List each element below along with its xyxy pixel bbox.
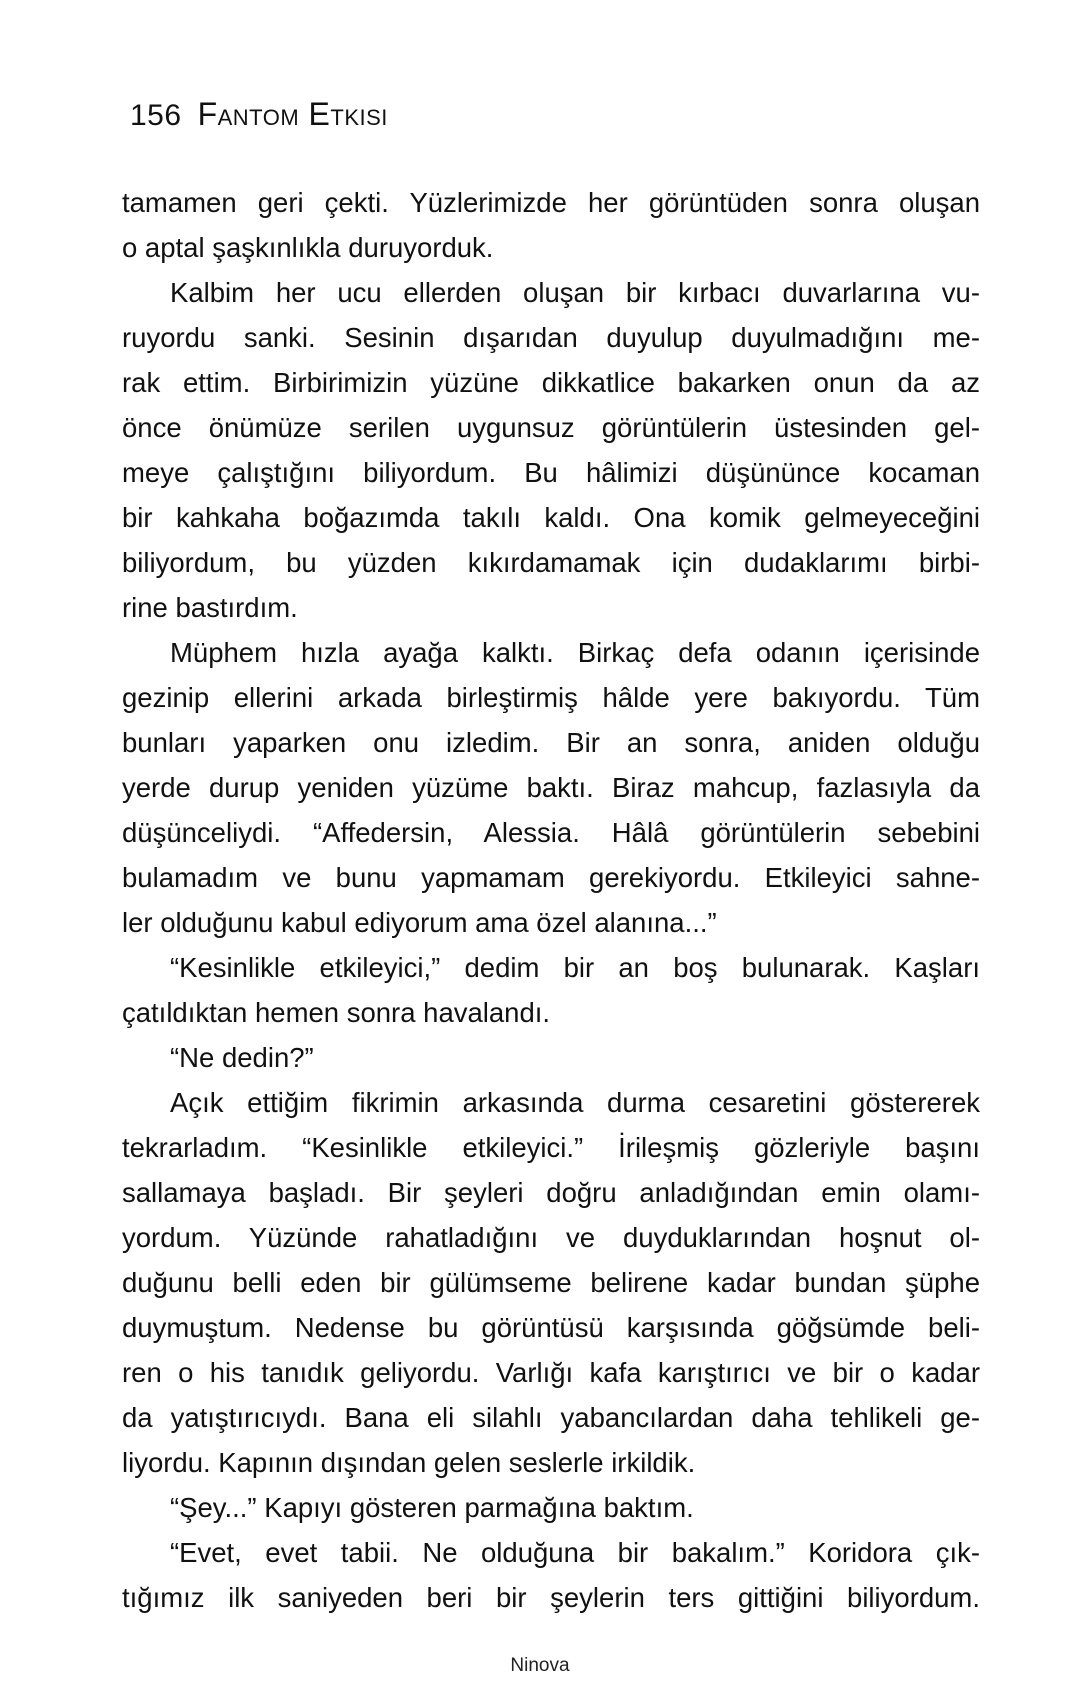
body-text xyxy=(122,180,980,1620)
text-line: ler olduğunu kabul ediyorum ama özel alanına...” xyxy=(122,907,717,938)
text-line: tekrarladım. “Kesinlikle etkileyici.” İrileşmiş gözleriyle başını xyxy=(122,1132,980,1163)
text-line: “Şey...” Kapıyı gösteren parmağına baktım. xyxy=(170,1492,694,1523)
text-line: ruyordu sanki. Sesinin dışarıdan duyulup duyulmadığını me- xyxy=(122,322,980,353)
text-line: yerde durup yeniden yüzüme baktı. Biraz mahcup, fazlasıyla da xyxy=(122,772,980,803)
text-line: biliyordum, bu yüzden kıkırdamamak için dudaklarımı birbi- xyxy=(122,547,980,578)
text-line: ren o his tanıdık geliyordu. Varlığı kafa karıştırıcı ve bir o kadar xyxy=(122,1357,980,1388)
text-line: bulamadım ve bunu yapmamam gerekiyordu. Etkileyici sahne- xyxy=(122,862,980,893)
text-line: da yatıştırıcıydı. Bana eli silahlı yabancılardan daha tehlikeli ge- xyxy=(122,1402,980,1433)
book-title: Fantom Etkisi xyxy=(197,96,388,132)
text-line: yordum. Yüzünde rahatladığını ve duyduklarından hoşnut ol- xyxy=(122,1222,980,1253)
text-line: duğunu belli eden bir gülümseme belirene kadar bundan şüphe xyxy=(122,1267,980,1298)
text-line: liyordu. Kapının dışından gelen seslerle irkildik. xyxy=(122,1447,696,1478)
text-line: meye çalıştığını biliyordum. Bu hâlimizi düşününce kocaman xyxy=(122,457,980,488)
text-line: düşünceliydi. “Affedersin, Alessia. Hâlâ görüntülerin sebebini xyxy=(122,817,980,848)
text-line: bir kahkaha boğazımda takılı kaldı. Ona komik gelmeyeceğini xyxy=(122,502,980,533)
text-line: çatıldıktan hemen sonra havalandı. xyxy=(122,997,551,1028)
text-line: gezinip ellerini arkada birleştirmiş hâlde yere bakıyordu. Tüm xyxy=(122,682,980,713)
text-line: “Evet, evet tabii. Ne olduğuna bir bakalım.” Koridora çık- xyxy=(170,1537,980,1568)
text-line: o aptal şaşkınlıkla duruyorduk. xyxy=(122,232,494,263)
text-line: Müphem hızla ayağa kalktı. Birkaç defa odanın içerisinde xyxy=(170,637,980,668)
text-line: “Kesinlikle etkileyici,” dedim bir an boş bulunarak. Kaşları xyxy=(170,952,980,983)
text-line: tığımız ilk saniyeden beri bir şeylerin ters gittiğini biliyordum. xyxy=(122,1582,980,1613)
publisher-footer: Ninova xyxy=(510,1655,570,1676)
text-line: “Ne dedin?” xyxy=(170,1042,314,1073)
page-number: 156 xyxy=(130,99,182,132)
text-line: sallamaya başladı. Bir şeyleri doğru anladığından emin olamı- xyxy=(122,1177,980,1208)
text-line: önce önümüze serilen uygunsuz görüntülerin üstesinden gel- xyxy=(122,412,980,443)
text-line: Kalbim her ucu ellerden oluşan bir kırbacı duvarlarına vu- xyxy=(170,277,980,308)
text-line: Açık ettiğim fikrimin arkasında durma cesaretini göstererek xyxy=(170,1087,980,1118)
text-line: duymuştum. Nedense bu görüntüsü karşısında göğsümde beli- xyxy=(122,1312,980,1343)
text-line: tamamen geri çekti. Yüzlerimizde her görüntüden sonra oluşan xyxy=(122,187,980,218)
text-line: bunları yaparken onu izledim. Bir an sonra, aniden olduğu xyxy=(122,727,980,758)
text-line: rine bastırdım. xyxy=(122,592,298,623)
text-line: rak ettim. Birbirimizin yüzüne dikkatlice bakarken onun da az xyxy=(122,367,980,398)
running-header xyxy=(130,96,388,133)
